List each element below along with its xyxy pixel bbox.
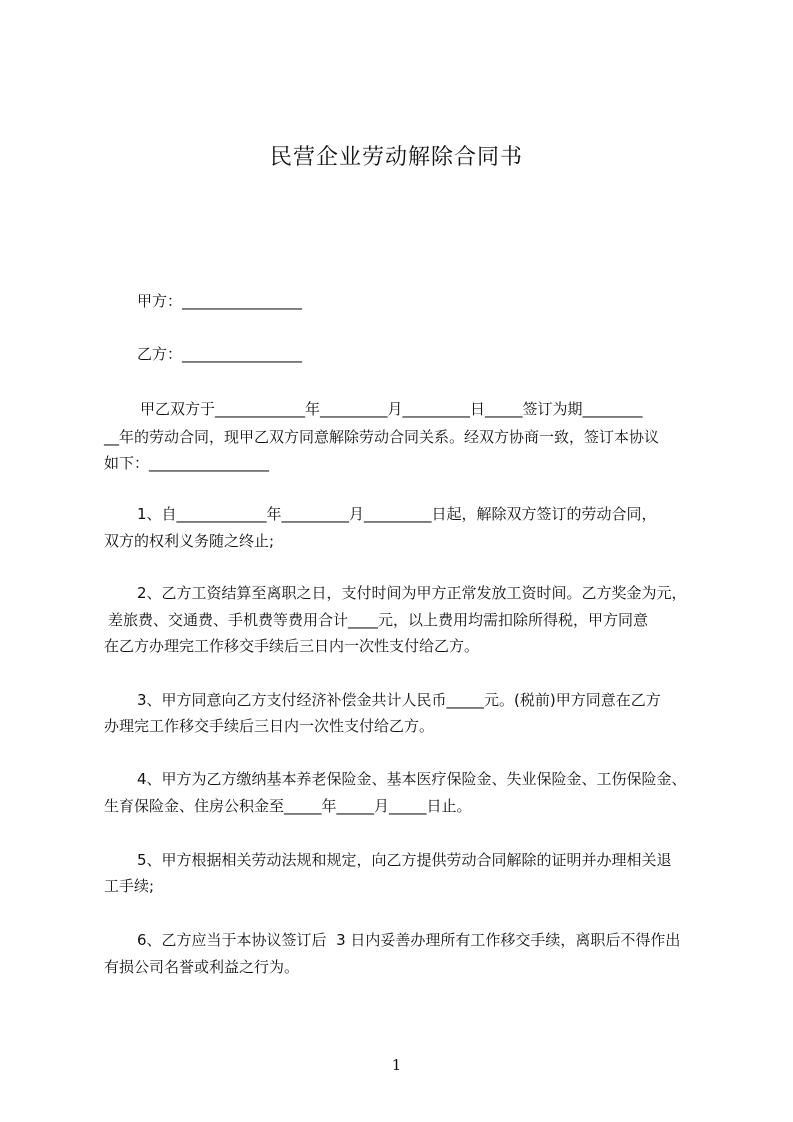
- clause-3-line-1: 3、甲方同意向乙方支付经济补偿金共计人民币_____元。(税前)甲方同意在乙方: [137, 691, 661, 709]
- clause-1-line-2: 双方的权利义务随之终止;: [104, 532, 275, 550]
- clause-2-line-2: 差旅费、交通费、手机费等费用合计____元，以上费用均需扣除所得税，甲方同意: [108, 611, 649, 629]
- clause-6-line-2: 有损公司名誉或利益之行为。: [104, 958, 300, 976]
- clause-5-line-2: 工手续;: [104, 877, 155, 895]
- party-a-line: 甲方：________________: [137, 292, 303, 310]
- party-b-line: 乙方：________________: [137, 345, 303, 363]
- clause-3-line-2: 办理完工作移交手续后三日内一次性支付给乙方。: [104, 717, 435, 735]
- intro-line-1: 甲乙双方于____________年_________月_________日_____签订为期________: [140, 400, 643, 418]
- clause-2-line-1: 2、乙方工资结算至离职之日，支付时间为甲方正常发放工资时间。乙方奖金为元，: [137, 584, 687, 602]
- clause-4-line-2: 生育保险金、住房公积金至_____年_____月_____日止。: [104, 797, 472, 815]
- clause-6-line-1: 6、乙方应当于本协议签订后 3 日内妥善办理所有工作移交手续，离职后不得作出: [137, 931, 681, 949]
- clause-4-line-1: 4、甲方为乙方缴纳基本养老保险金、基本医疗保险金、失业保险金、工伤保险金、: [137, 770, 687, 788]
- document-title: 民营企业劳动解除合同书: [269, 145, 523, 170]
- intro-line-2: __年的劳动合同，现甲乙双方同意解除劳动合同关系。经双方协商一致，签订本协议: [104, 428, 660, 446]
- intro-line-3: 如下：________________: [104, 454, 270, 472]
- page-number: 1: [391, 1056, 402, 1074]
- clause-1-line-1: 1、自____________年_________月_________日起，解除双方签订的劳动合同，: [137, 505, 657, 523]
- clause-2-line-3: 在乙方办理完工作移交手续后三日内一次性支付给乙方。: [104, 637, 480, 655]
- clause-5-line-1: 5、甲方根据相关劳动法规和规定，向乙方提供劳动合同解除的证明并办理相关退: [137, 851, 672, 869]
